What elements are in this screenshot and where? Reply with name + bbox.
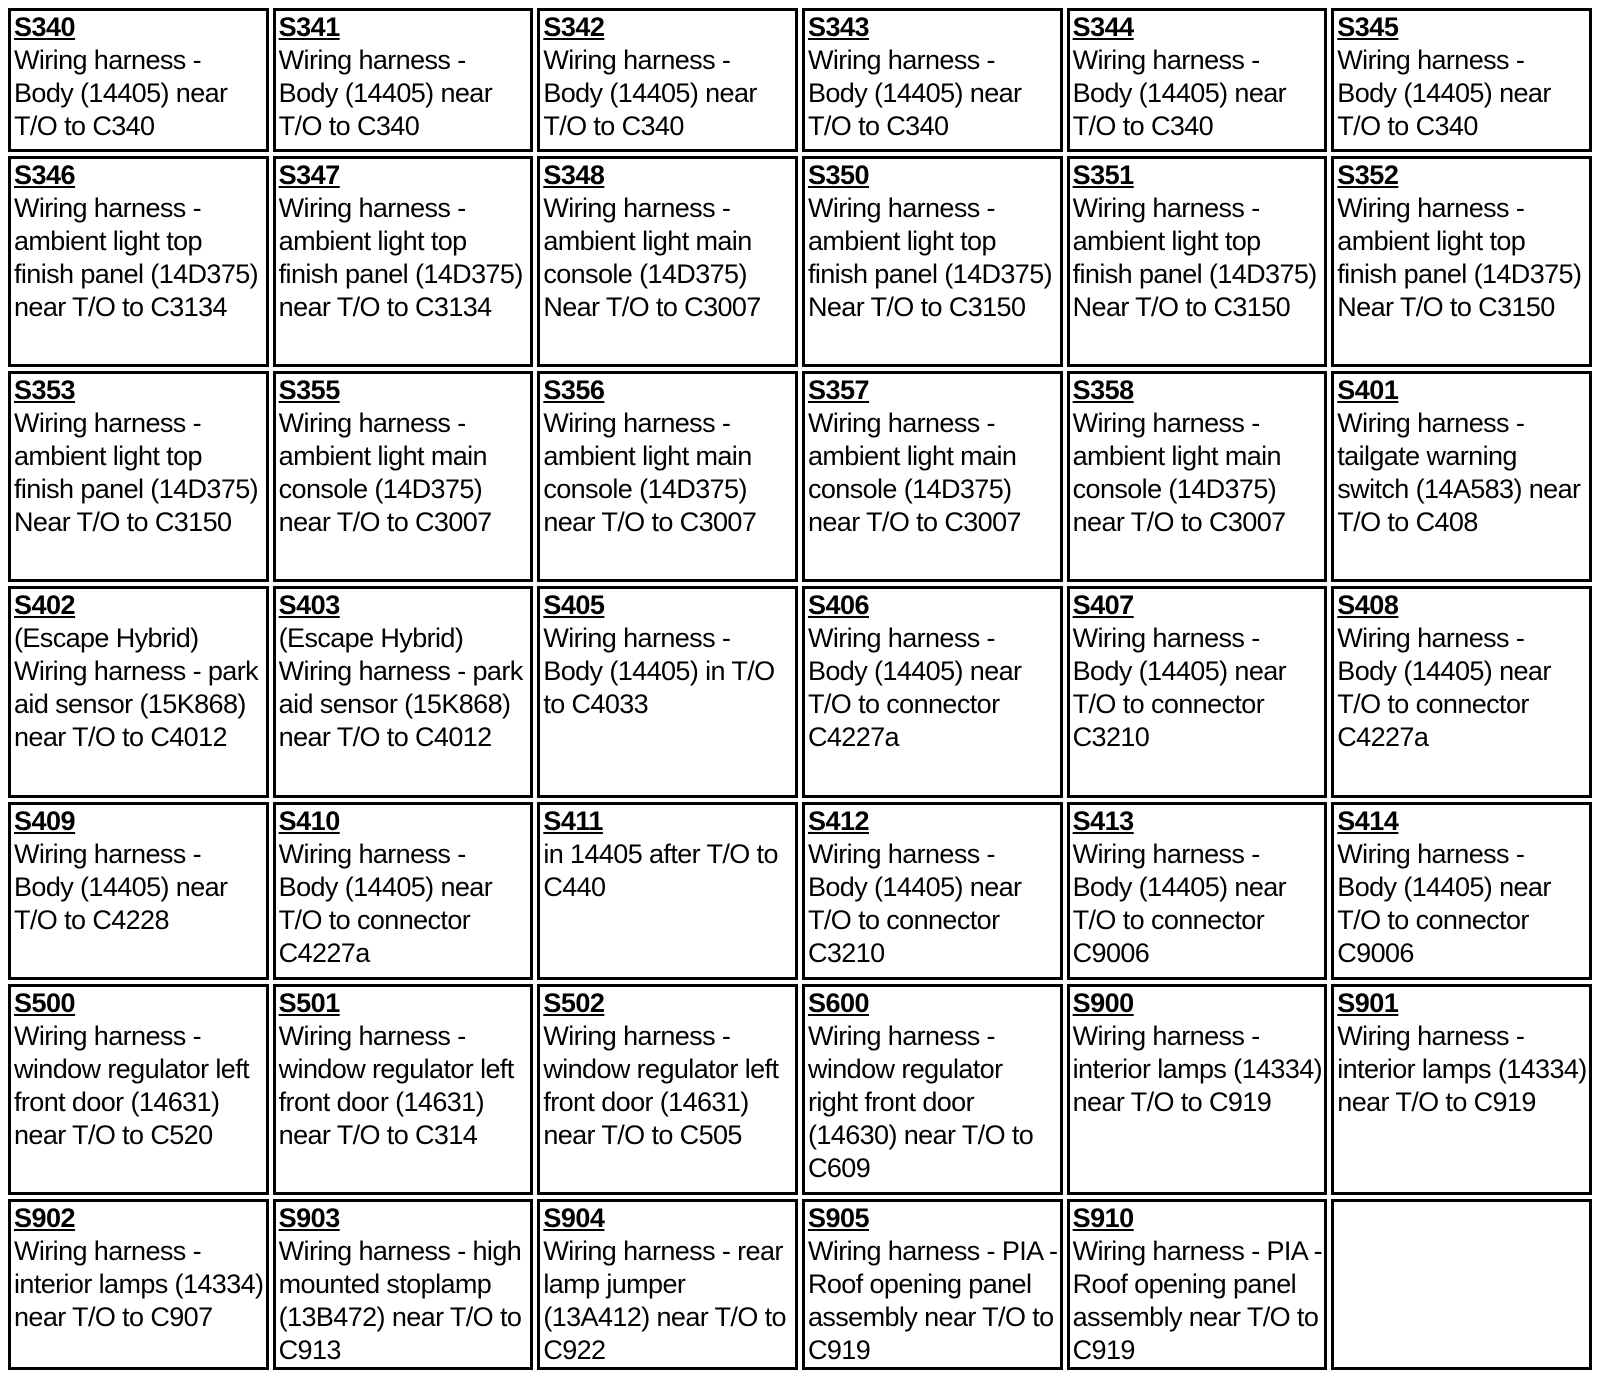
splice-description: Wiring harness - Body (14405) near T/O to connector C3210 <box>807 838 1022 968</box>
splice-id: S414 <box>1337 805 1399 836</box>
splice-id: S343 <box>807 12 870 42</box>
empty-cell <box>1331 1199 1592 1370</box>
table-row <box>8 802 1592 980</box>
splice-id: S403 <box>278 590 340 621</box>
splice-id: S347 <box>278 160 340 191</box>
table-cell <box>8 8 269 152</box>
splice-id: S901 <box>1337 987 1399 1018</box>
splice-description: Wiring harness - ambient light top finish panel (14D375) near T/O to C3134 <box>278 193 523 323</box>
splice-id: S410 <box>278 805 340 836</box>
splice-description: Wiring harness - interior lamps (14334) near T/O to C907 <box>14 1235 264 1332</box>
splice-id: S413 <box>1072 805 1134 836</box>
splice-id: S905 <box>807 1202 870 1233</box>
splice-id: S345 <box>1337 12 1399 42</box>
splice-id: S900 <box>1072 987 1134 1018</box>
splice-id: S350 <box>807 160 870 191</box>
splice-id: S358 <box>1072 375 1134 406</box>
table-cell <box>273 802 534 980</box>
table-cell <box>802 8 1063 152</box>
table-row <box>8 371 1592 582</box>
table-cell <box>537 371 798 582</box>
splice-description: Wiring harness - Body (14405) near T/O to connector C4227a <box>1337 623 1551 753</box>
splice-description: Wiring harness - rear lamp jumper (13A412) near T/O to C922 <box>543 1235 786 1365</box>
splice-id: S904 <box>543 1202 605 1233</box>
splice-description: Wiring harness - ambient light main console (14D375) near T/O to C3007 <box>1072 408 1286 538</box>
table-cell <box>273 1199 534 1370</box>
splice-id: S412 <box>807 805 870 836</box>
splice-description: (Escape Hybrid) Wiring harness - park aid sensor (15K868) near T/O to C4012 <box>14 623 258 753</box>
table-cell <box>537 984 798 1195</box>
table-cell <box>8 371 269 582</box>
splice-id: S346 <box>14 160 76 191</box>
table-cell <box>1067 984 1328 1195</box>
table-cell <box>1067 802 1328 980</box>
splice-description: Wiring harness - PIA - Roof opening panel assembly near T/O to C919 <box>807 1235 1058 1365</box>
splice-description: Wiring harness - ambient light top finish panel (14D375) Near T/O to C3150 <box>14 408 259 538</box>
table-cell <box>537 156 798 367</box>
splice-description: Wiring harness - Body (14405) near T/O to connector C9006 <box>1072 838 1287 968</box>
splice-location-table <box>4 4 1596 1374</box>
table-row <box>8 156 1592 367</box>
table-cell <box>1067 371 1328 582</box>
splice-description: Wiring harness - ambient light top finish panel (14D375) near T/O to C3134 <box>14 193 259 323</box>
table-cell <box>8 1199 269 1370</box>
splice-description: Wiring harness - Body (14405) near T/O to connector C3210 <box>1072 623 1287 753</box>
splice-id: S342 <box>543 12 605 42</box>
splice-description: Wiring harness - window regulator left front door (14631) near T/O to C314 <box>278 1020 514 1150</box>
splice-description: Wiring harness - tailgate warning switch (14A583) near T/O to C408 <box>1337 408 1581 538</box>
table-cell <box>802 984 1063 1195</box>
table-row <box>8 1199 1592 1370</box>
table-cell <box>537 8 798 152</box>
table-cell <box>273 371 534 582</box>
splice-description: Wiring harness - Body (14405) near T/O to connector C9006 <box>1337 838 1551 968</box>
splice-id: S348 <box>543 160 605 191</box>
splice-description: Wiring harness - PIA - Roof opening panel assembly near T/O to C919 <box>1072 1235 1323 1365</box>
splice-description: Wiring harness - window regulator left front door (14631) near T/O to C505 <box>543 1020 779 1150</box>
table-cell <box>1331 984 1592 1195</box>
table-cell <box>273 156 534 367</box>
table-cell <box>8 586 269 797</box>
table-cell <box>802 156 1063 367</box>
splice-description: Wiring harness - ambient light top finish panel (14D375) Near T/O to C3150 <box>1337 193 1582 323</box>
splice-description: Wiring harness - ambient light main console (14D375) near T/O to C3007 <box>807 408 1021 538</box>
table-cell <box>537 1199 798 1370</box>
table-cell <box>273 984 534 1195</box>
splice-id: S357 <box>807 375 870 406</box>
splice-id: S408 <box>1337 590 1399 621</box>
splice-description: Wiring harness - interior lamps (14334) near T/O to C919 <box>1337 1020 1587 1117</box>
table-row <box>8 586 1592 797</box>
splice-description: Wiring harness - ambient light top finish panel (14D375) Near T/O to C3150 <box>807 193 1053 323</box>
splice-id: S500 <box>14 987 76 1018</box>
table-cell <box>537 802 798 980</box>
splice-description: Wiring harness - Body (14405) near T/O to C340 <box>1337 45 1551 141</box>
splice-description: Wiring harness - Body (14405) in T/O to C4033 <box>543 623 775 720</box>
splice-description: Wiring harness - high mounted stoplamp (13B472) near T/O to C913 <box>278 1235 522 1365</box>
splice-id: S902 <box>14 1202 76 1233</box>
splice-id: S600 <box>807 987 870 1018</box>
splice-description: Wiring harness - Body (14405) near T/O to C340 <box>543 45 757 141</box>
table-cell <box>1331 802 1592 980</box>
table-row <box>8 8 1592 152</box>
splice-id: S910 <box>1072 1202 1134 1233</box>
splice-id: S341 <box>278 12 340 42</box>
table-cell <box>1331 586 1592 797</box>
splice-id: S405 <box>543 590 605 621</box>
table-row <box>8 984 1592 1195</box>
splice-description: in 14405 after T/O to C440 <box>543 838 778 902</box>
splice-id: S356 <box>543 375 605 406</box>
splice-id: S903 <box>278 1202 340 1233</box>
table-cell <box>802 586 1063 797</box>
table-cell <box>273 586 534 797</box>
splice-id: S411 <box>543 805 603 836</box>
table-cell <box>802 371 1063 582</box>
splice-description: Wiring harness - ambient light main console (14D375) Near T/O to C3007 <box>543 193 761 323</box>
table-cell <box>537 586 798 797</box>
splice-description: Wiring harness - Body (14405) near T/O to C340 <box>807 45 1022 141</box>
table-cell <box>802 802 1063 980</box>
table-cell <box>1067 586 1328 797</box>
splice-id: S351 <box>1072 160 1134 191</box>
splice-description: Wiring harness - Body (14405) near T/O to connector C4227a <box>278 838 493 968</box>
table-cell <box>1067 1199 1328 1370</box>
splice-description: Wiring harness - Body (14405) near T/O to connector C4227a <box>807 623 1022 753</box>
splice-description: Wiring harness - window regulator right front door (14630) near T/O to C609 <box>807 1020 1034 1183</box>
splice-description: Wiring harness - Body (14405) near T/O to C340 <box>278 45 493 141</box>
splice-description: (Escape Hybrid) Wiring harness - park aid sensor (15K868) near T/O to C4012 <box>278 623 523 753</box>
table-cell <box>8 156 269 367</box>
splice-id: S406 <box>807 590 870 621</box>
splice-description: Wiring harness - Body (14405) near T/O to C340 <box>1072 45 1287 141</box>
splice-id: S409 <box>14 805 76 836</box>
splice-id: S344 <box>1072 12 1134 42</box>
splice-description: Wiring harness - interior lamps (14334) near T/O to C919 <box>1072 1020 1323 1117</box>
splice-description: Wiring harness - window regulator left front door (14631) near T/O to C520 <box>14 1020 250 1150</box>
splice-description: Wiring harness - ambient light main console (14D375) near T/O to C3007 <box>543 408 757 538</box>
splice-description: Wiring harness - Body (14405) near T/O to C340 <box>14 45 228 141</box>
table-cell <box>1331 8 1592 152</box>
splice-id: S340 <box>14 12 76 42</box>
splice-id: S501 <box>278 987 340 1018</box>
table-cell <box>1067 8 1328 152</box>
splice-id: S355 <box>278 375 340 406</box>
splice-id: S352 <box>1337 160 1399 191</box>
splice-id: S407 <box>1072 590 1134 621</box>
table-cell <box>1331 156 1592 367</box>
table-cell <box>802 1199 1063 1370</box>
table-cell <box>273 8 534 152</box>
table-cell <box>8 802 269 980</box>
splice-id: S401 <box>1337 375 1399 406</box>
splice-description: Wiring harness - ambient light top finish panel (14D375) Near T/O to C3150 <box>1072 193 1317 323</box>
splice-id: S353 <box>14 375 76 406</box>
splice-description: Wiring harness - Body (14405) near T/O to C4228 <box>14 838 228 935</box>
table-cell <box>1331 371 1592 582</box>
table-cell <box>1067 156 1328 367</box>
splice-id: S402 <box>14 590 76 621</box>
splice-id: S502 <box>543 987 605 1018</box>
table-cell <box>8 984 269 1195</box>
splice-description: Wiring harness - ambient light main console (14D375) near T/O to C3007 <box>278 408 492 538</box>
